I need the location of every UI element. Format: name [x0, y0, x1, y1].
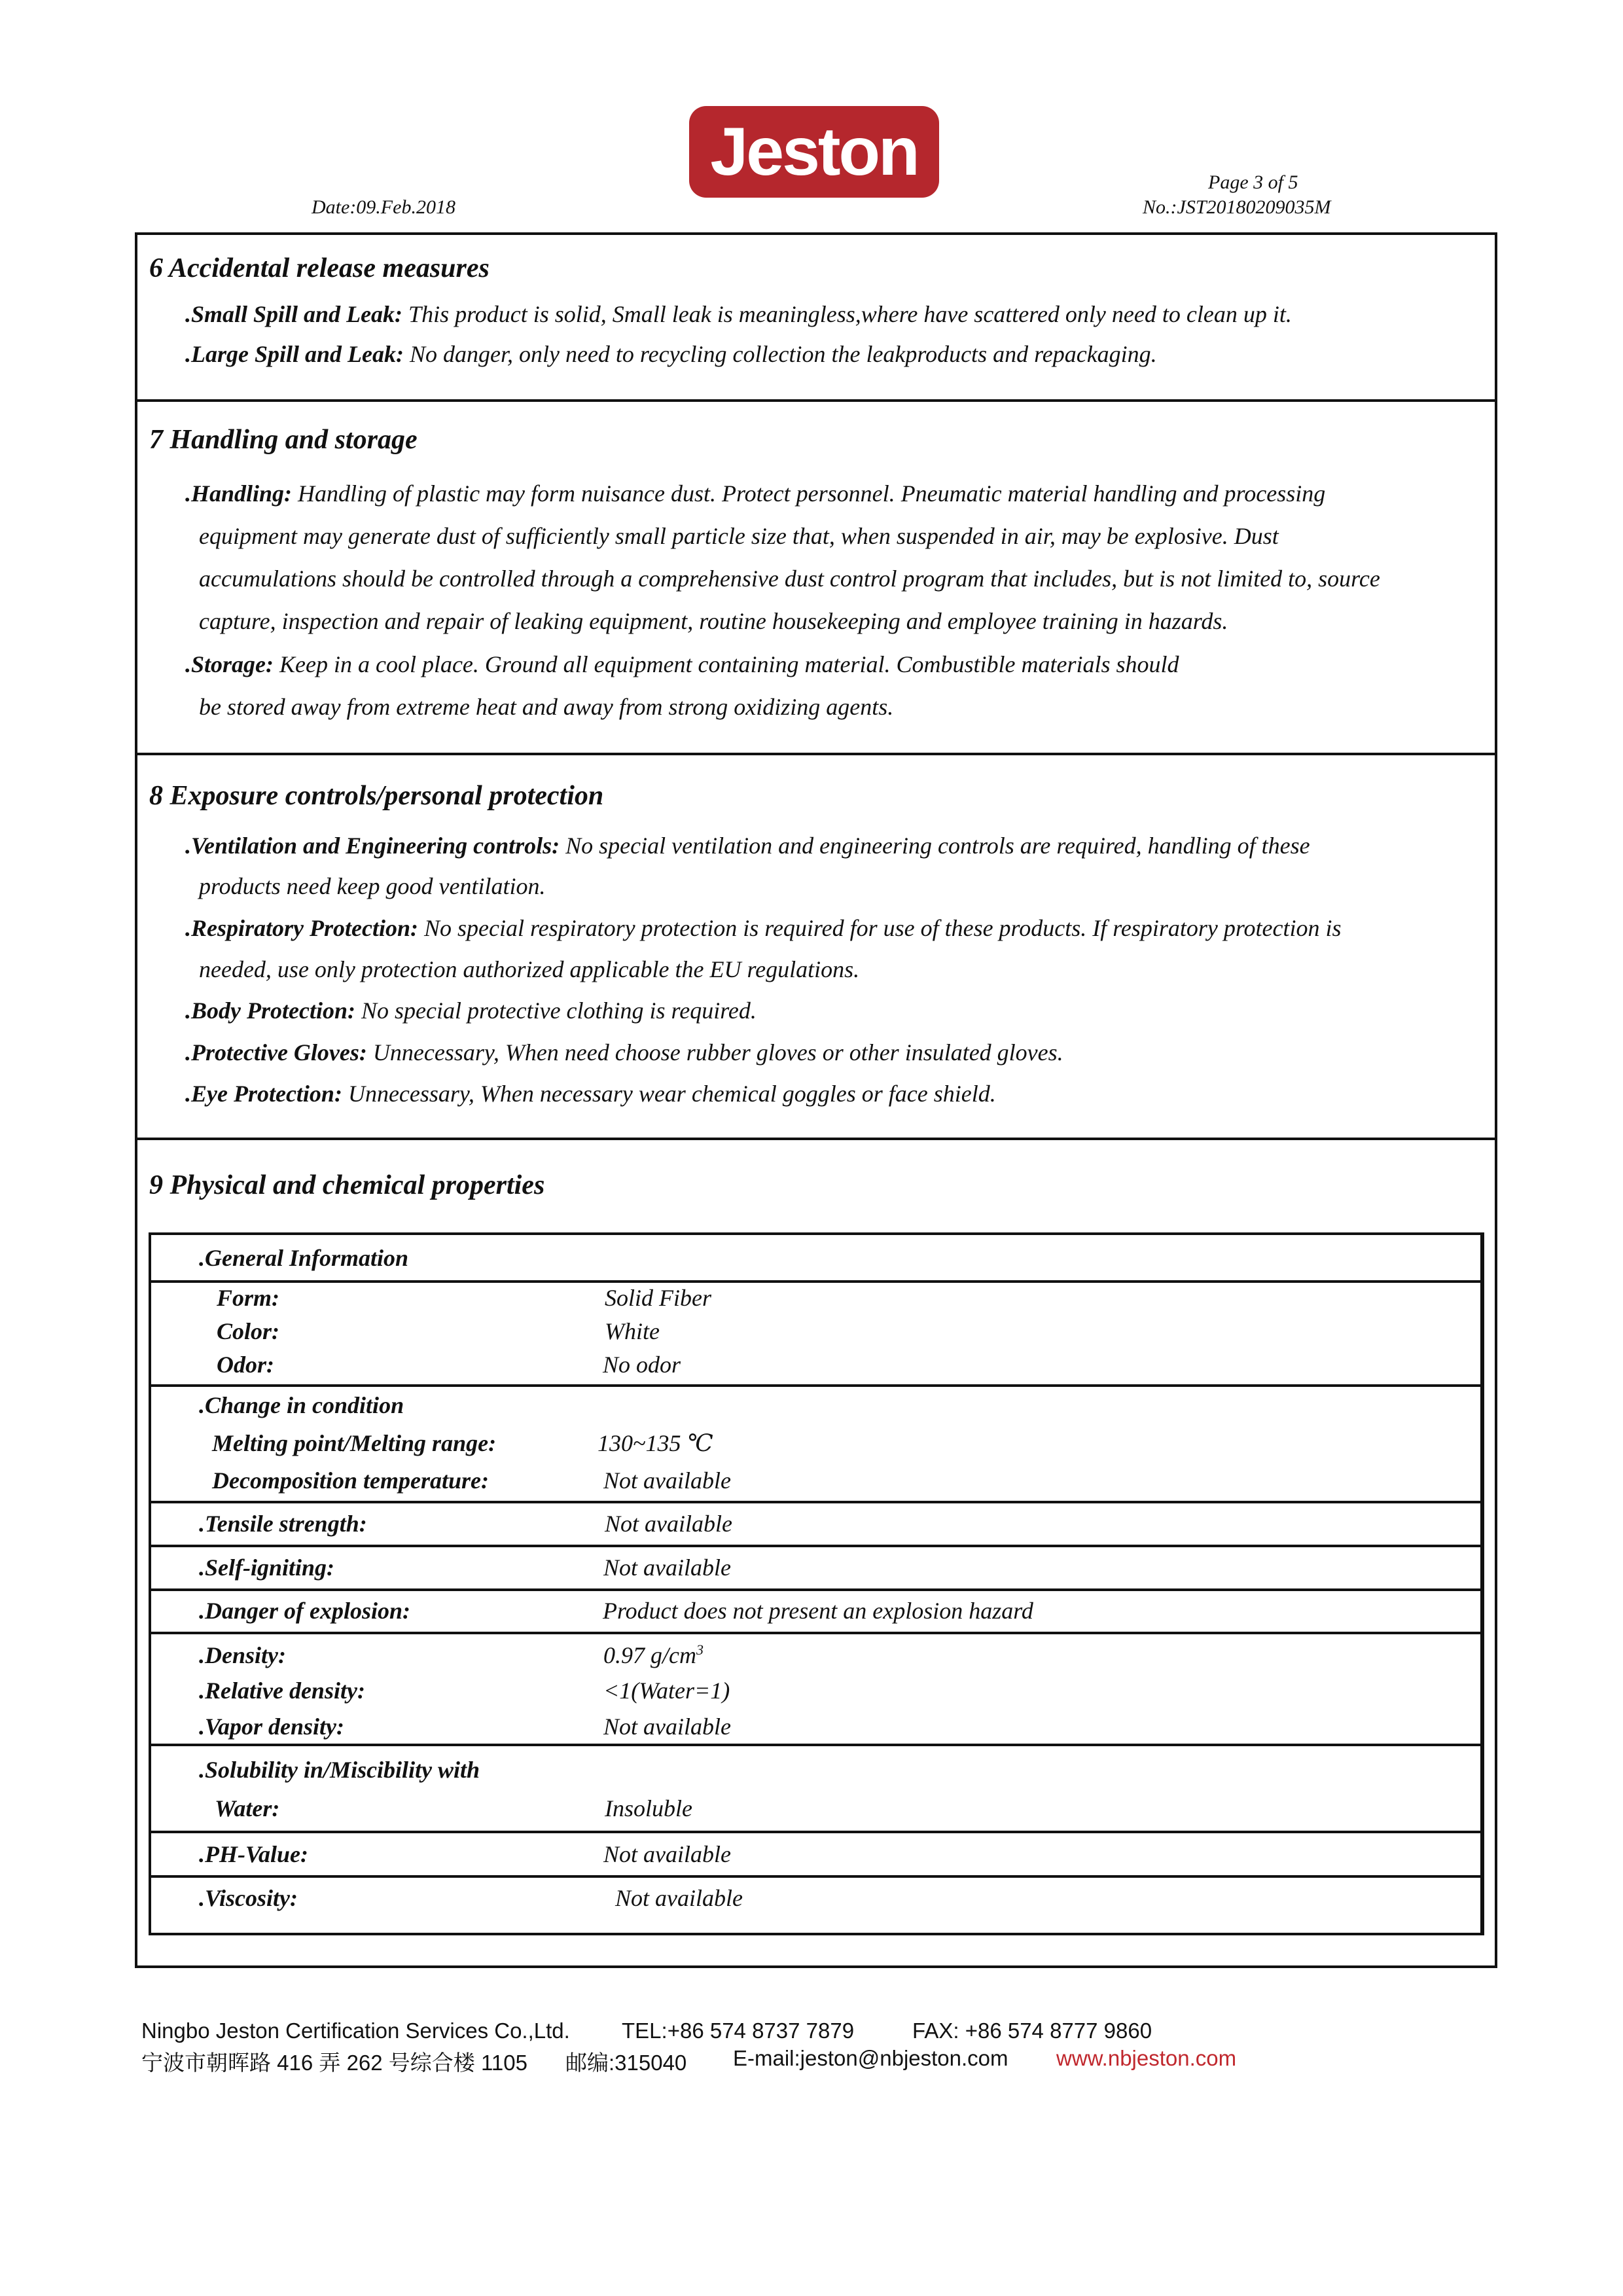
- footer-tel: TEL:+86 574 8737 7879: [622, 2018, 855, 2043]
- handling-line-3: accumulations should be controlled through a comprehensive dust control program that includes, but is not limited to, source: [199, 565, 1380, 592]
- section-divider: [135, 1138, 1497, 1140]
- relative-density-value: <1(Water=1): [603, 1677, 730, 1704]
- odor-label: Odor:: [217, 1352, 274, 1378]
- document-number: No.:JST20180209035M: [1143, 196, 1331, 218]
- respiratory-text: No special respiratory protection is required for use of these products. If respiratory protection is: [423, 915, 1342, 941]
- large-spill-text: No danger, only need to recycling collection the leakproducts and repackaging.: [409, 341, 1157, 367]
- water-label: Water:: [215, 1795, 280, 1821]
- body-protection-label: .Body Protection:: [185, 997, 355, 1024]
- table-divider: [149, 1588, 1484, 1591]
- density-label: .Density:: [199, 1642, 286, 1668]
- footer-website-link[interactable]: www.nbjeston.com: [1056, 2046, 1237, 2070]
- storage-label: .Storage:: [185, 651, 274, 677]
- table-divider: [149, 1545, 1484, 1547]
- tensile-strength-value: Not available: [605, 1511, 732, 1537]
- handling-text: Handling of plastic may form nuisance dust. Protect personnel. Pneumatic material handling and processing: [298, 480, 1326, 507]
- table-divider: [149, 1501, 1484, 1503]
- small-spill-text: This product is solid, Small leak is meaningless,where have scattered only need to clean up it.: [408, 301, 1292, 327]
- footer-postcode: 邮编:315040: [565, 2051, 687, 2075]
- density-value: [603, 1641, 704, 1669]
- footer-fax: FAX: +86 574 8777 9860: [912, 2018, 1152, 2043]
- decomposition-label: Decomposition temperature:: [212, 1467, 489, 1494]
- company-logo: [689, 106, 939, 198]
- large-spill-label: .Large Spill and Leak:: [185, 341, 404, 367]
- explosion-value: Product does not present an explosion hazard: [603, 1598, 1033, 1624]
- footer-company: Ningbo Jeston Certification Services Co.,Ltd.: [141, 2018, 570, 2043]
- ventilation-label: .Ventilation and Engineering controls:: [185, 833, 560, 859]
- color-label: Color:: [217, 1318, 280, 1344]
- small-spill-label: .Small Spill and Leak:: [185, 301, 403, 327]
- relative-density-label: .Relative density:: [199, 1677, 365, 1704]
- body-protection-text: No special protective clothing is required.: [361, 997, 757, 1024]
- form-label: Form:: [217, 1285, 280, 1311]
- footer-email: E-mail:jeston@nbjeston.com: [733, 2046, 1008, 2070]
- section-7-title: 7 Handling and storage: [149, 425, 418, 455]
- viscosity-value: Not available: [615, 1885, 743, 1911]
- eye-protection-text: Unnecessary, When necessary wear chemical goggles or face shield.: [348, 1081, 996, 1107]
- large-spill-line: [185, 340, 1157, 368]
- ph-value-label: .PH-Value:: [199, 1841, 308, 1867]
- respiratory-line-2: needed, use only protection authorized applicable the EU regulations.: [199, 956, 860, 982]
- ph-value-value: Not available: [603, 1841, 731, 1867]
- logo-text: Jeston: [710, 114, 918, 190]
- table-divider: [149, 1744, 1484, 1746]
- vapor-density-value: Not available: [603, 1713, 731, 1740]
- decomposition-value: Not available: [603, 1467, 731, 1494]
- melting-point-label: Melting point/Melting range:: [212, 1430, 497, 1456]
- handling-line-4: capture, inspection and repair of leaking equipment, routine housekeeping and employee training in hazards.: [199, 608, 1228, 634]
- body-protection-line: [185, 997, 757, 1024]
- handling-line-2: equipment may generate dust of sufficiently small particle size that, when suspended in air, may be explosive. Dust: [199, 523, 1279, 549]
- vapor-density-label: .Vapor density:: [199, 1713, 345, 1740]
- density-number: 0.97 g/cm: [603, 1642, 696, 1668]
- table-divider: [149, 1875, 1484, 1878]
- storage-line-2: be stored away from extreme heat and away from strong oxidizing agents.: [199, 694, 894, 720]
- ventilation-line-1: [185, 832, 1310, 859]
- eye-protection-label: .Eye Protection:: [185, 1081, 342, 1107]
- storage-text: Keep in a cool place. Ground all equipment containing material. Combustible materials should: [279, 651, 1179, 677]
- respiratory-label: .Respiratory Protection:: [185, 915, 418, 941]
- handling-line-1: [185, 480, 1325, 507]
- gloves-line: [185, 1039, 1063, 1066]
- document-date: Date:09.Feb.2018: [312, 196, 455, 218]
- form-value: Solid Fiber: [605, 1285, 711, 1311]
- viscosity-label: .Viscosity:: [199, 1885, 298, 1911]
- ventilation-line-2: products need keep good ventilation.: [199, 873, 546, 899]
- eye-protection-line: [185, 1080, 996, 1107]
- respiratory-line-1: [185, 914, 1342, 942]
- page-number: Page 3 of 5: [1208, 171, 1298, 193]
- section-divider: [135, 399, 1497, 402]
- color-value: White: [605, 1318, 660, 1344]
- water-value: Insoluble: [605, 1795, 692, 1821]
- density-exponent: 3: [696, 1641, 704, 1658]
- table-divider: [149, 1384, 1484, 1387]
- section-divider: [135, 753, 1497, 755]
- tensile-strength-label: .Tensile strength:: [199, 1511, 367, 1537]
- solubility-heading: .Solubility in/Miscibility with: [199, 1757, 480, 1783]
- explosion-label: .Danger of explosion:: [199, 1598, 410, 1624]
- section-9-title: 9 Physical and chemical properties: [149, 1170, 545, 1200]
- table-divider: [149, 1831, 1484, 1833]
- self-igniting-value: Not available: [603, 1554, 731, 1581]
- ventilation-text: No special ventilation and engineering controls are required, handling of these: [565, 833, 1310, 859]
- self-igniting-label: .Self-igniting:: [199, 1554, 335, 1581]
- table-divider: [149, 1280, 1484, 1283]
- odor-value: No odor: [603, 1352, 681, 1378]
- change-in-condition-heading: .Change in condition: [199, 1392, 404, 1418]
- small-spill-line: [185, 300, 1292, 328]
- general-information-heading: .General Information: [199, 1245, 409, 1271]
- storage-line-1: [185, 651, 1179, 678]
- gloves-label: .Protective Gloves:: [185, 1039, 367, 1066]
- handling-label: .Handling:: [185, 480, 293, 507]
- section-6-title: 6 Accidental release measures: [149, 253, 490, 283]
- gloves-text: Unnecessary, When need choose rubber gloves or other insulated gloves.: [372, 1039, 1063, 1066]
- footer-address: 宁波市朝晖路 416 弄 262 号综合楼 1105: [141, 2051, 527, 2075]
- properties-table: [149, 1232, 1484, 1935]
- melting-point-value: 130~135 ℃: [597, 1430, 713, 1456]
- table-divider: [149, 1632, 1484, 1634]
- section-8-title: 8 Exposure controls/personal protection: [149, 781, 604, 811]
